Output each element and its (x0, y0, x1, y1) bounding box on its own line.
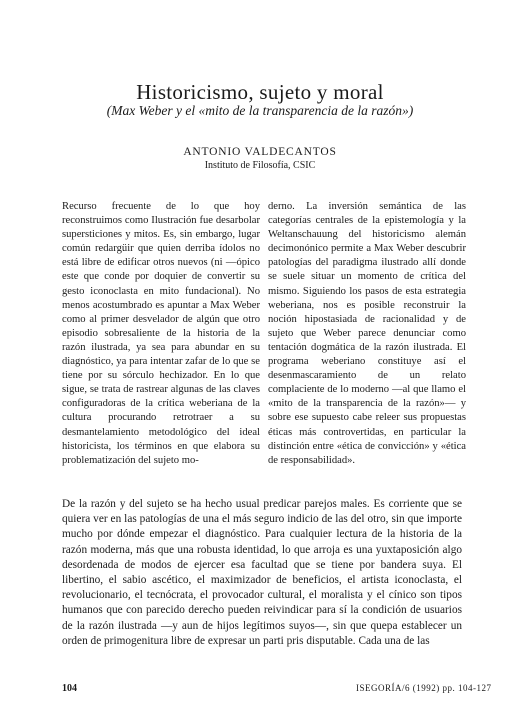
article-title: Historicismo, sujeto y moral (136, 80, 384, 104)
abstract-left-column: Recurso frecuente de lo que hoy reconstruimos como Ilustración fue desarbolar supersticiones y mitos. Es, sin embargo, lugar común redargüir que quien derriba ídolos no está libre de edificar otros nuevos (ni —ópico este que conde por doquier de convertir su gesto iconoclasta en mito fundacional). No menos acostumbrado es apuntar a Max Weber como al primer desvelador de algún que otro episodio sobresaliente de la historia de la razón ilustrada, ya sea para abundar en su diagnóstico, ya para intentar zafar de lo que se tiene por su sórculo hechizador. En lo que sigue, se trata de rastrear algunas de las claves configuradoras de la crítica weberiana de la cultura procurando retrotraer a su desmantelamiento metodológico del ideal historicista, los términos en que elabora su problematización del sujeto mo- (62, 201, 260, 466)
author-affiliation: Instituto de Filosofía, CSIC (204, 160, 316, 171)
journal-citation: ISEGORÍA/6 (1992) pp. 104-127 (356, 683, 492, 693)
article-subtitle: (Max Weber y el «mito de la transparencia de la razón») (106, 103, 414, 118)
abstract-right-column: derno. La inversión semántica de las categorías centrales de la epistemología y la Weltanschauung del historicismo alemán decimonónico permite a Max Weber descubrir patologías del paradigma ilustrado allí donde se suele situar un momento de crítica del mismo. Siguiendo los pasos de esta estrategia weberiana, nos es posible reconstruir la noción hipostasiada de racionalidad y de sujeto que Weber parece denunciar como tentación dogmática de la razón ilustrada. El programa weberiano constituye así el desenmascaramiento de un relato complaciente de lo moderno —al que llamo el «mito de la transparencia de la razón»— y sobre ese supuesto cabe releer sus propuestas éticas más controvertidas, en particular la distinción entre «ética de convicción» y «ética de responsabilidad». (268, 201, 466, 466)
author-name: ANTONIO VALDECANTOS (183, 146, 337, 158)
page-number: 104 (62, 683, 77, 694)
body-paragraph: De la razón y del sujeto se ha hecho usual predicar parejos males. Es corriente que se quiera ver en las patologías de una el más seguro indicio de las del otro, sin que importe mucho por dónde empezar el diagnóstico. Para cualquier lectura de la historia de la razón moderna, más que una robusta identidad, lo que arroja es una yuxtaposición algo desordenada de modos de ejercer esa facultad que se tiene por bandera suya. El libertino, el sabio ascético, el maximizador de beneficios, el artista iconoclasta, el revolucionario, el tecnócrata, el provocador cultural, el moralista y el cínico son tipos humanos que con parecido derecho pueden reivindicar para sí la condición de usuarios de la razón ilustrada —y aun de hijos legítimos suyos—, sin que quepa establecer un orden de primogenitura libre de expresar un parti pris disputable. Cada una de las (62, 498, 462, 647)
